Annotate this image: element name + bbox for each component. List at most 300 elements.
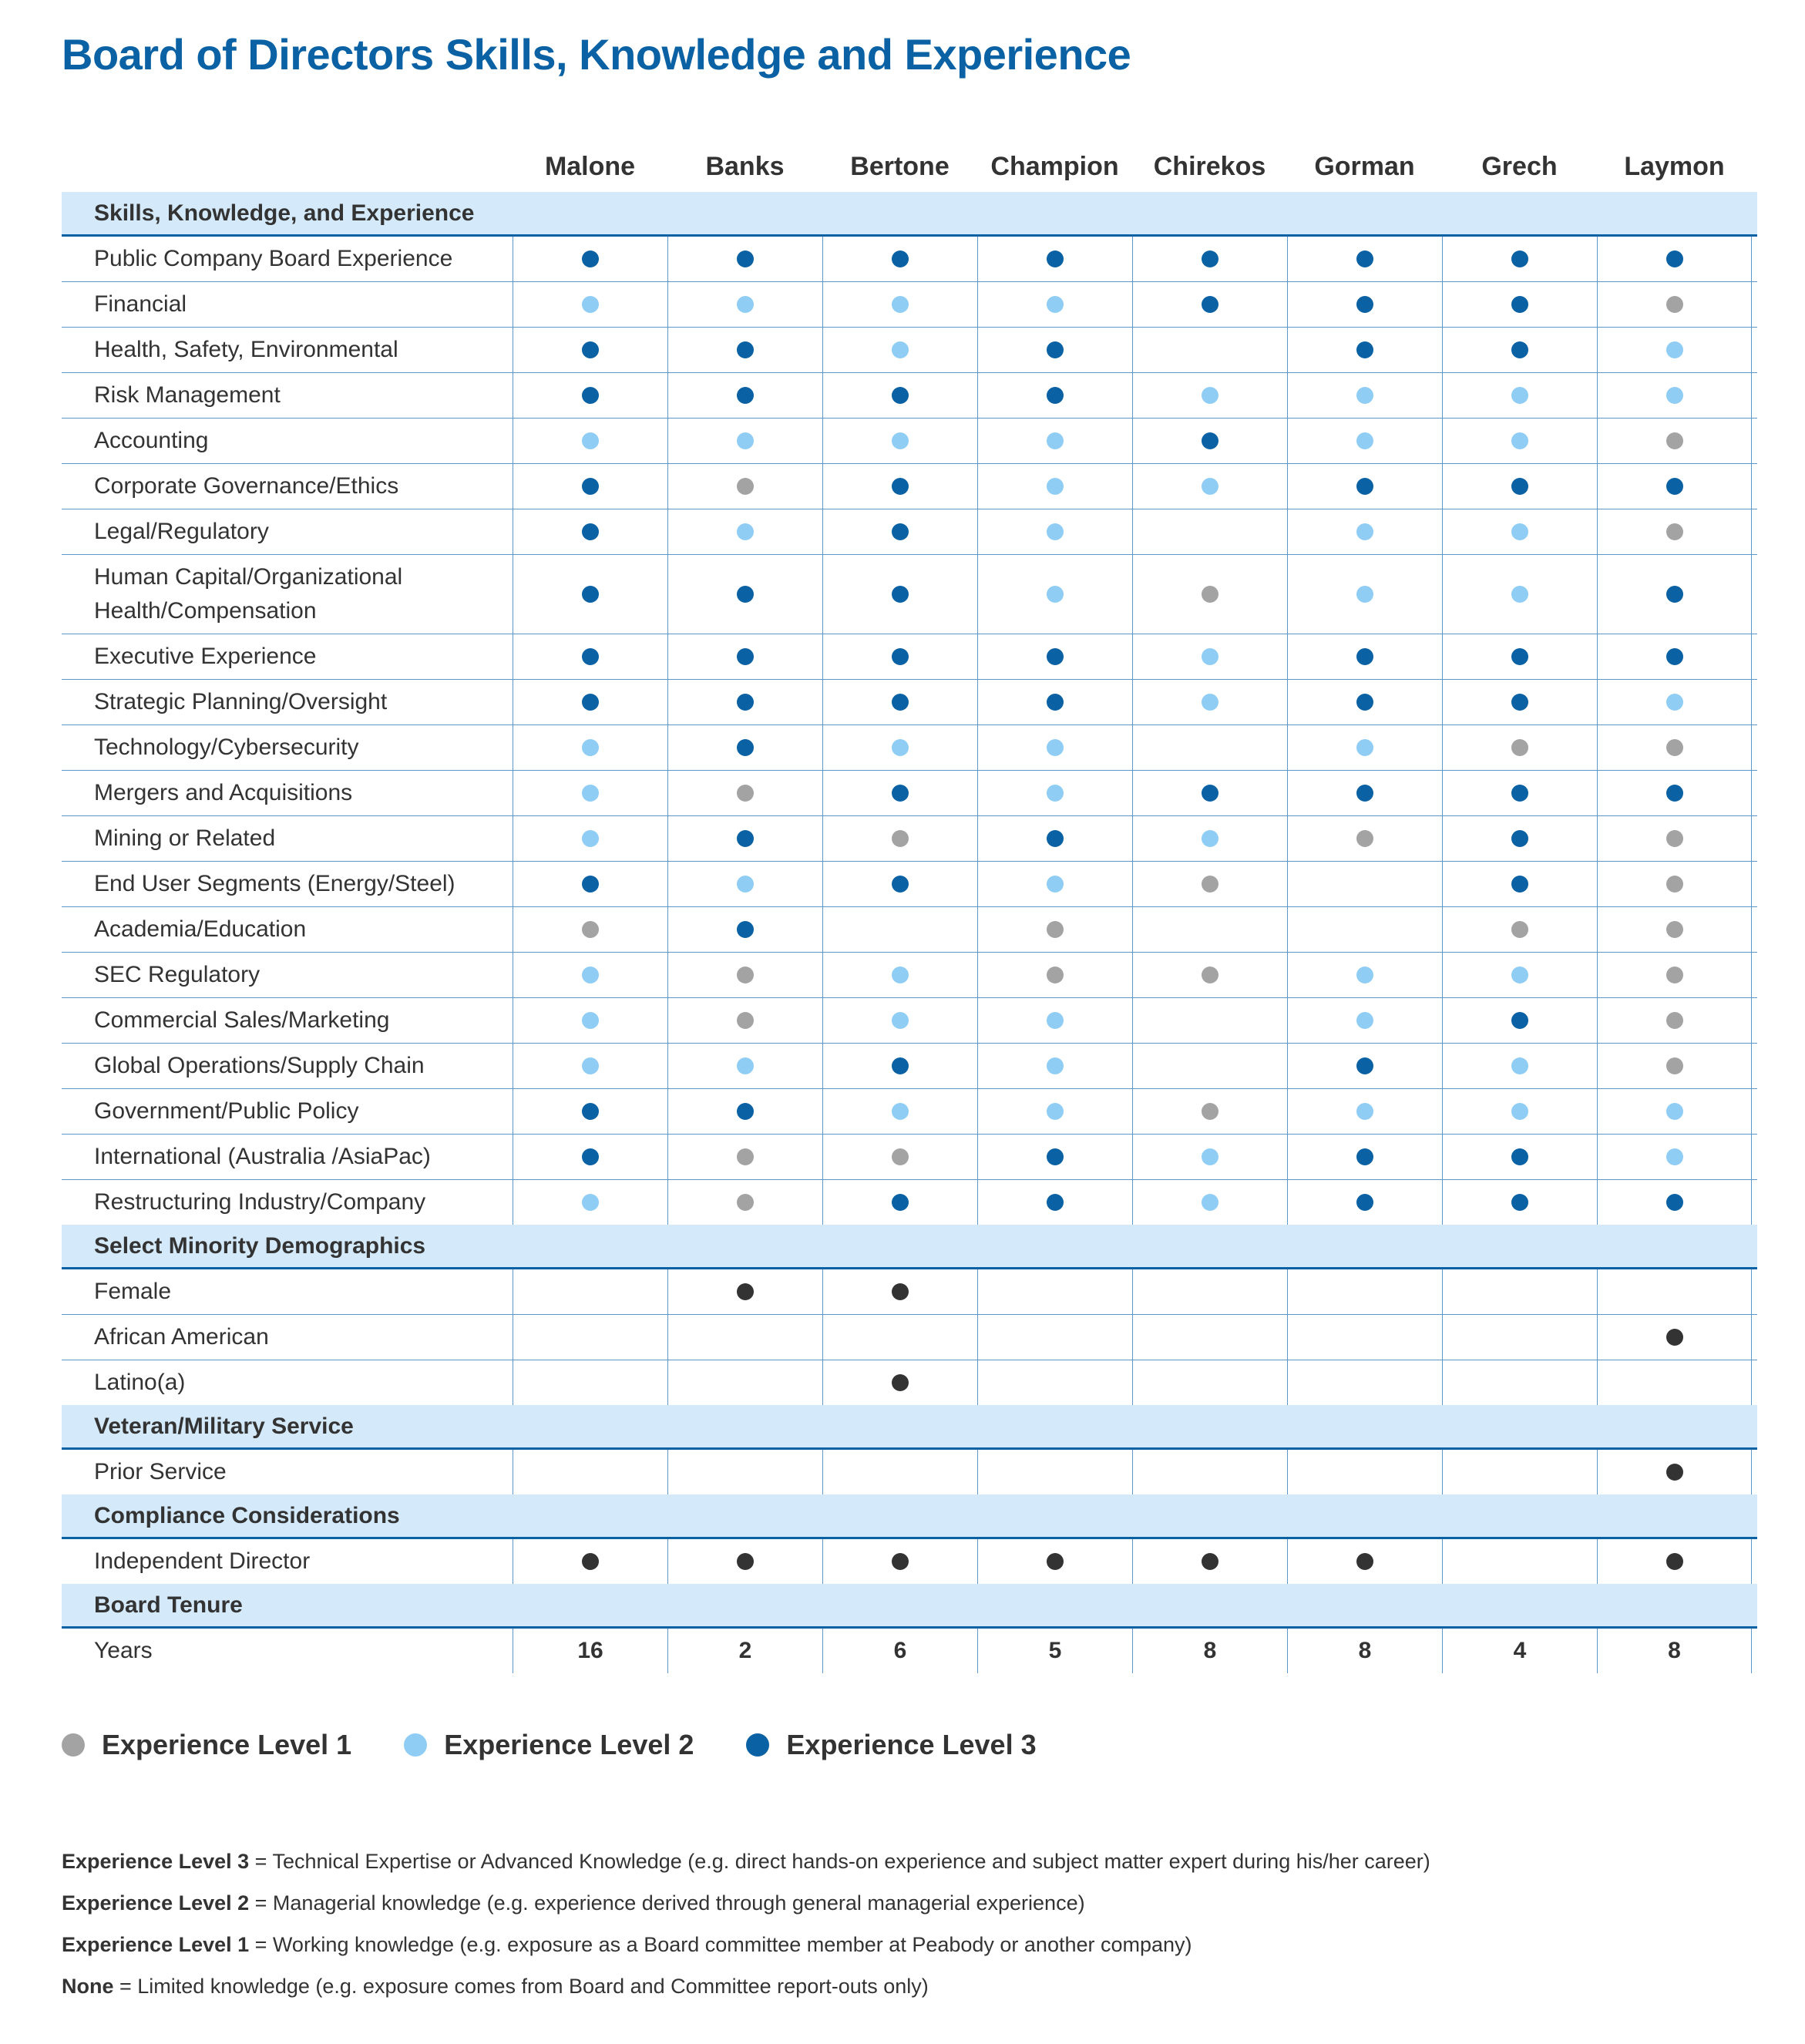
experience-level-1-dot <box>1047 967 1064 983</box>
matrix-cell <box>513 464 667 509</box>
experience-level-3-dot <box>892 1194 909 1211</box>
experience-level-3-dot <box>737 250 754 267</box>
matrix-cell <box>667 680 822 724</box>
experience-level-2-dot <box>1666 1148 1683 1165</box>
table-row <box>62 907 1757 953</box>
experience-level-3-dot <box>1666 586 1683 603</box>
section-title: Veteran/Military Service <box>94 1413 354 1439</box>
director-name: Gorman <box>1314 152 1415 181</box>
matrix-cell <box>977 907 1132 952</box>
experience-level-3-dot <box>737 921 754 938</box>
matrix-cell <box>1287 555 1442 634</box>
marker-dot <box>737 1283 754 1300</box>
matrix-cell <box>1597 816 1752 861</box>
matrix-cell <box>1597 373 1752 418</box>
row-label: Health, Safety, Environmental <box>94 337 398 362</box>
experience-level-3-dot <box>1356 694 1373 711</box>
marker-dot <box>892 1553 909 1570</box>
experience-level-2-dot <box>892 1103 909 1120</box>
table-row <box>62 555 1757 634</box>
experience-level-2-dot <box>1202 830 1218 847</box>
matrix-cell <box>1287 725 1442 770</box>
experience-level-3-dot <box>892 523 909 540</box>
experience-level-2-dot <box>1666 387 1683 404</box>
legend-level-1-dot <box>62 1733 85 1757</box>
experience-level-3-dot <box>1511 1148 1528 1165</box>
experience-level-2-dot <box>1202 694 1218 711</box>
matrix-cell <box>667 237 822 281</box>
table-row <box>62 328 1757 373</box>
matrix-cell <box>1132 1089 1287 1134</box>
marker-dot <box>1666 1553 1683 1570</box>
director-name: Chirekos <box>1153 152 1266 181</box>
matrix-cell <box>977 998 1132 1043</box>
experience-level-2-dot <box>1511 1057 1528 1074</box>
definition-text: = Working knowledge (e.g. exposure as a Board committee member at Peabody or another company) <box>249 1933 1192 1956</box>
experience-level-1-dot <box>1666 921 1683 938</box>
experience-level-3-dot <box>1047 830 1064 847</box>
experience-level-1-dot <box>892 830 909 847</box>
experience-level-2-dot <box>582 296 599 313</box>
experience-level-2-dot <box>582 967 599 983</box>
experience-level-2-dot <box>1047 296 1064 313</box>
matrix-cell <box>1287 1450 1442 1494</box>
matrix-cell <box>1132 816 1287 861</box>
experience-level-2-dot <box>1356 586 1373 603</box>
matrix-cell <box>513 816 667 861</box>
experience-level-2-dot <box>892 296 909 313</box>
tenure-years: 8 <box>1358 1638 1372 1663</box>
legend-level-3-dot <box>746 1733 769 1757</box>
experience-level-2-dot <box>582 739 599 756</box>
matrix-cell <box>1132 907 1287 952</box>
row-label: International (Australia /AsiaPac) <box>94 1144 431 1169</box>
legend-label: Experience Level 2 <box>444 1729 694 1760</box>
matrix-cell <box>822 328 977 372</box>
director-name: Champion <box>990 152 1119 181</box>
matrix-cell <box>822 1360 977 1405</box>
matrix-cell <box>513 1315 667 1360</box>
matrix-cell <box>822 555 977 634</box>
experience-level-3-dot <box>1511 296 1528 313</box>
matrix-cell <box>822 373 977 418</box>
matrix-cell <box>667 1044 822 1088</box>
matrix-cell <box>977 1315 1132 1360</box>
matrix-cell <box>513 862 667 906</box>
matrix-cell <box>1597 464 1752 509</box>
experience-level-2-dot <box>1202 648 1218 665</box>
matrix-cell <box>667 907 822 952</box>
matrix-cell <box>1597 1450 1752 1494</box>
matrix-cell <box>1132 237 1287 281</box>
matrix-cell <box>1442 419 1597 463</box>
table-row <box>62 1450 1757 1494</box>
matrix-cell <box>667 816 822 861</box>
matrix-cell <box>977 237 1132 281</box>
matrix-cell <box>822 1089 977 1134</box>
matrix-cell <box>1597 1269 1752 1314</box>
experience-level-3-dot <box>892 586 909 603</box>
matrix-cell <box>1597 1360 1752 1405</box>
table-row <box>62 419 1757 464</box>
matrix-cell <box>822 419 977 463</box>
matrix-cell <box>513 509 667 554</box>
experience-level-3-dot <box>1356 785 1373 802</box>
experience-level-3-dot <box>737 1103 754 1120</box>
experience-level-1-dot <box>1666 296 1683 313</box>
matrix-cell <box>1442 1135 1597 1179</box>
experience-level-3-dot <box>582 523 599 540</box>
row-label: Female <box>94 1279 172 1304</box>
experience-level-3-dot <box>1511 648 1528 665</box>
matrix-cell <box>513 953 667 997</box>
experience-level-3-dot <box>1356 296 1373 313</box>
experience-level-3-dot <box>1047 1194 1064 1211</box>
matrix-cell <box>513 1089 667 1134</box>
matrix-cell <box>977 1450 1132 1494</box>
matrix-cell <box>667 419 822 463</box>
section-title: Select Minority Demographics <box>94 1232 426 1259</box>
experience-level-2-dot <box>1511 387 1528 404</box>
experience-level-2-dot <box>1666 1103 1683 1120</box>
definition-text: = Managerial knowledge (e.g. experience derived through general managerial experience) <box>249 1891 1085 1915</box>
matrix-cell <box>513 328 667 372</box>
matrix-cell <box>1132 1629 1287 1673</box>
table-row <box>62 953 1757 998</box>
legend-item <box>746 1729 1036 1761</box>
row-label: Public Company Board Experience <box>94 246 453 271</box>
matrix-cell <box>977 509 1132 554</box>
row-label: Accounting <box>94 428 209 453</box>
table-row <box>62 1269 1757 1315</box>
experience-level-3-dot <box>737 739 754 756</box>
experience-level-2-dot <box>582 785 599 802</box>
matrix-cell <box>822 816 977 861</box>
definition-line <box>62 1965 1430 2007</box>
matrix-cell <box>1597 1629 1752 1673</box>
matrix-cell <box>1132 1269 1287 1314</box>
matrix-cell <box>1442 328 1597 372</box>
marker-dot <box>1666 1329 1683 1346</box>
experience-level-2-dot <box>737 432 754 449</box>
matrix-cell <box>1132 1539 1287 1584</box>
matrix-cell <box>977 282 1132 327</box>
marker-dot <box>1356 1553 1373 1570</box>
matrix-cell <box>977 328 1132 372</box>
director-name: Laymon <box>1624 152 1725 181</box>
experience-level-3-dot <box>737 648 754 665</box>
experience-level-2-dot <box>1356 387 1373 404</box>
experience-level-2-dot <box>737 876 754 893</box>
matrix-cell <box>1442 953 1597 997</box>
matrix-cell <box>1132 282 1287 327</box>
experience-level-2-dot <box>582 1194 599 1211</box>
experience-level-3-dot <box>1356 1194 1373 1211</box>
matrix-cell <box>667 725 822 770</box>
matrix-cell <box>822 862 977 906</box>
row-label: Human Capital/Organizational Health/Compensation <box>94 564 403 624</box>
matrix-cell <box>667 373 822 418</box>
matrix-cell <box>513 1539 667 1584</box>
experience-level-2-dot <box>1047 523 1064 540</box>
matrix-cell <box>1287 509 1442 554</box>
matrix-cell <box>667 771 822 815</box>
definition-line <box>62 1882 1430 1924</box>
matrix-cell <box>1597 725 1752 770</box>
matrix-cell <box>667 464 822 509</box>
experience-level-3-dot <box>737 387 754 404</box>
matrix-cell <box>1442 1315 1597 1360</box>
table-row <box>62 862 1757 907</box>
experience-level-3-dot <box>1356 478 1373 495</box>
matrix-cell <box>513 1450 667 1494</box>
matrix-cell <box>513 1044 667 1088</box>
matrix-cell <box>513 771 667 815</box>
matrix-cell <box>1597 1135 1752 1179</box>
matrix-cell <box>977 464 1132 509</box>
matrix-cell <box>977 373 1132 418</box>
section-header <box>62 1494 1757 1539</box>
section-header <box>62 1405 1757 1450</box>
matrix-cell <box>1442 373 1597 418</box>
experience-level-3-dot <box>1666 648 1683 665</box>
table-row <box>62 771 1757 816</box>
matrix-cell <box>1442 464 1597 509</box>
matrix-cell <box>822 998 977 1043</box>
matrix-cell <box>1132 1135 1287 1179</box>
matrix-cell <box>1597 862 1752 906</box>
experience-level-3-dot <box>892 648 909 665</box>
level-definitions <box>62 1841 1430 2007</box>
legend-label: Experience Level 1 <box>102 1729 352 1760</box>
row-label: Commercial Sales/Marketing <box>94 1007 390 1033</box>
row-label: Global Operations/Supply Chain <box>94 1053 425 1078</box>
matrix-cell <box>977 634 1132 679</box>
matrix-cell <box>977 862 1132 906</box>
matrix-cell <box>977 1135 1132 1179</box>
experience-level-2-dot <box>1047 785 1064 802</box>
experience-level-3-dot <box>582 694 599 711</box>
matrix-cell <box>822 1450 977 1494</box>
row-label: Years <box>94 1638 153 1663</box>
experience-level-3-dot <box>1356 1148 1373 1165</box>
experience-level-1-dot <box>1666 1057 1683 1074</box>
matrix-cell <box>667 1315 822 1360</box>
director-header-row <box>62 143 1757 192</box>
matrix-cell <box>822 509 977 554</box>
page-title: Board of Directors Skills, Knowledge and Experience <box>62 30 1131 79</box>
marker-dot <box>892 1374 909 1391</box>
experience-level-2-dot <box>1511 1103 1528 1120</box>
matrix-cell <box>1287 680 1442 724</box>
experience-level-3-dot <box>582 341 599 358</box>
experience-level-1-dot <box>1666 876 1683 893</box>
matrix-cell <box>1597 509 1752 554</box>
marker-dot <box>1666 1464 1683 1481</box>
matrix-cell <box>1132 464 1287 509</box>
matrix-cell <box>1287 771 1442 815</box>
matrix-cell <box>1132 373 1287 418</box>
experience-level-2-dot <box>1202 387 1218 404</box>
experience-level-3-dot <box>1047 694 1064 711</box>
section-title: Compliance Considerations <box>94 1502 400 1528</box>
experience-level-1-dot <box>1666 1012 1683 1029</box>
experience-level-3-dot <box>892 387 909 404</box>
section-header <box>62 1225 1757 1269</box>
experience-level-2-dot <box>1511 523 1528 540</box>
table-row <box>62 1044 1757 1089</box>
matrix-cell <box>1442 237 1597 281</box>
skills-matrix <box>62 143 1757 1673</box>
director-name: Bertone <box>850 152 950 181</box>
experience-level-2-dot <box>892 432 909 449</box>
matrix-cell <box>822 771 977 815</box>
experience-level-2-dot <box>1047 1103 1064 1120</box>
tenure-years: 16 <box>577 1638 603 1663</box>
matrix-cell <box>1287 373 1442 418</box>
matrix-cell <box>667 862 822 906</box>
matrix-cell <box>977 1360 1132 1405</box>
experience-level-1-dot <box>1202 586 1218 603</box>
row-label: African American <box>94 1324 269 1350</box>
matrix-cell <box>1287 1269 1442 1314</box>
matrix-cell <box>1442 282 1597 327</box>
experience-level-3-dot <box>1047 648 1064 665</box>
matrix-cell <box>1442 907 1597 952</box>
matrix-cell <box>667 1539 822 1584</box>
table-row <box>62 1135 1757 1180</box>
legend-level-2-dot <box>404 1733 427 1757</box>
experience-level-3-dot <box>582 586 599 603</box>
matrix-cell <box>1287 634 1442 679</box>
matrix-cell <box>1597 953 1752 997</box>
table-row <box>62 634 1757 680</box>
matrix-cell <box>977 555 1132 634</box>
matrix-cell <box>1442 1539 1597 1584</box>
matrix-cell <box>822 1180 977 1225</box>
row-label: Corporate Governance/Ethics <box>94 473 399 499</box>
matrix-cell <box>1597 771 1752 815</box>
experience-level-1-dot <box>737 1148 754 1165</box>
table-row <box>62 725 1757 771</box>
matrix-cell <box>822 1044 977 1088</box>
matrix-cell <box>1442 816 1597 861</box>
table-row <box>62 998 1757 1044</box>
matrix-cell <box>1442 680 1597 724</box>
experience-level-3-dot <box>1511 785 1528 802</box>
legend <box>62 1729 1089 1761</box>
matrix-cell <box>822 680 977 724</box>
row-label: Technology/Cybersecurity <box>94 735 359 760</box>
matrix-cell <box>1132 1180 1287 1225</box>
experience-level-3-dot <box>737 341 754 358</box>
definition-line <box>62 1841 1430 1882</box>
matrix-cell <box>822 282 977 327</box>
row-label: Restructuring Industry/Company <box>94 1189 426 1215</box>
row-label: Mergers and Acquisitions <box>94 780 353 805</box>
experience-level-3-dot <box>1202 250 1218 267</box>
experience-level-3-dot <box>1047 1148 1064 1165</box>
experience-level-3-dot <box>1356 341 1373 358</box>
matrix-cell <box>1287 1089 1442 1134</box>
experience-level-2-dot <box>1511 432 1528 449</box>
matrix-cell <box>1132 1315 1287 1360</box>
table-row <box>62 282 1757 328</box>
experience-level-3-dot <box>1666 478 1683 495</box>
matrix-cell <box>1132 771 1287 815</box>
experience-level-3-dot <box>582 1148 599 1165</box>
matrix-cell <box>1132 555 1287 634</box>
experience-level-2-dot <box>1511 967 1528 983</box>
experience-level-2-dot <box>1047 1057 1064 1074</box>
experience-level-2-dot <box>1666 341 1683 358</box>
table-row <box>62 237 1757 282</box>
matrix-cell <box>977 1629 1132 1673</box>
matrix-cell <box>1132 862 1287 906</box>
experience-level-3-dot <box>1666 250 1683 267</box>
row-label: Risk Management <box>94 382 281 408</box>
tenure-years: 8 <box>1668 1638 1681 1663</box>
experience-level-2-dot <box>1047 739 1064 756</box>
experience-level-1-dot <box>1511 921 1528 938</box>
matrix-cell <box>1597 907 1752 952</box>
matrix-cell <box>822 953 977 997</box>
matrix-cell <box>1597 1315 1752 1360</box>
legend-item <box>404 1729 694 1761</box>
matrix-cell <box>1132 1044 1287 1088</box>
experience-level-2-dot <box>1047 876 1064 893</box>
matrix-cell <box>822 1539 977 1584</box>
matrix-cell <box>977 1180 1132 1225</box>
matrix-cell <box>1442 1044 1597 1088</box>
row-label: End User Segments (Energy/Steel) <box>94 871 455 896</box>
table-row <box>62 1360 1757 1405</box>
table-row <box>62 1089 1757 1135</box>
row-label: Independent Director <box>94 1548 311 1574</box>
experience-level-2-dot <box>1356 1103 1373 1120</box>
matrix-cell <box>1287 419 1442 463</box>
marker-dot <box>582 1553 599 1570</box>
experience-level-3-dot <box>1356 648 1373 665</box>
experience-level-3-dot <box>892 1057 909 1074</box>
experience-level-3-dot <box>1202 296 1218 313</box>
experience-level-3-dot <box>582 478 599 495</box>
matrix-cell <box>1442 771 1597 815</box>
experience-level-2-dot <box>1356 739 1373 756</box>
experience-level-2-dot <box>737 523 754 540</box>
matrix-cell <box>822 1629 977 1673</box>
matrix-cell <box>977 1539 1132 1584</box>
experience-level-2-dot <box>892 1012 909 1029</box>
matrix-cell <box>1132 328 1287 372</box>
matrix-cell <box>977 771 1132 815</box>
tenure-years: 4 <box>1513 1638 1527 1663</box>
matrix-cell <box>1442 1450 1597 1494</box>
matrix-cell <box>513 1135 667 1179</box>
matrix-cell <box>513 373 667 418</box>
matrix-cell <box>1287 464 1442 509</box>
experience-level-1-dot <box>582 921 599 938</box>
matrix-cell <box>1287 237 1442 281</box>
matrix-cell <box>1442 1629 1597 1673</box>
matrix-body <box>62 192 1757 1673</box>
matrix-cell <box>513 725 667 770</box>
experience-level-1-dot <box>737 1194 754 1211</box>
matrix-cell <box>513 237 667 281</box>
matrix-cell <box>1287 1629 1442 1673</box>
matrix-cell <box>977 1044 1132 1088</box>
matrix-cell <box>513 282 667 327</box>
